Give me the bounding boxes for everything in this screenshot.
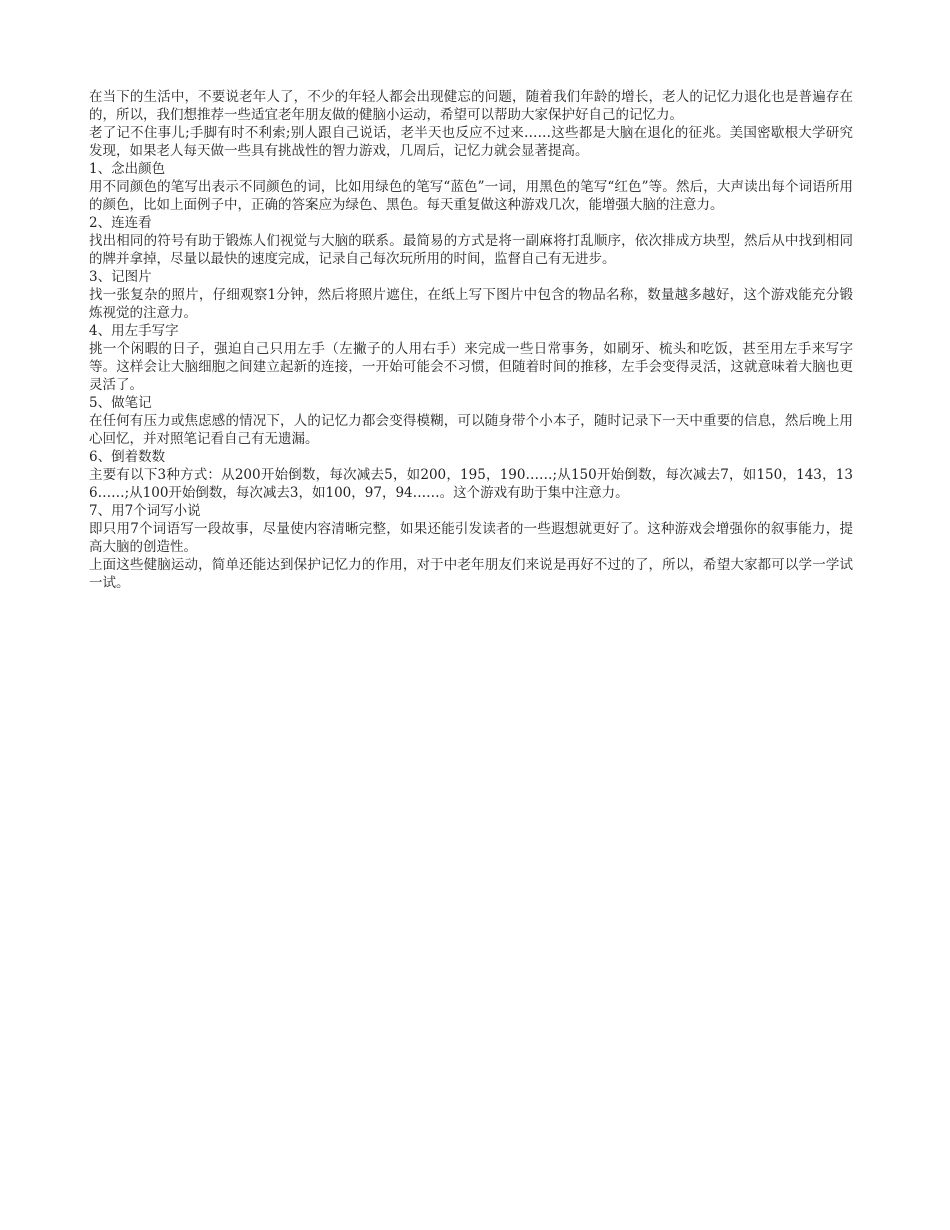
section-heading-4: 4、用左手写字 bbox=[89, 323, 179, 339]
section-body-4: 挑一个闲暇的日子，强迫自己只用左手（左撇子的人用右手）来完成一些日常事务，如刷牙、梳头和吃饭，甚至用左手来写字等。这样会让大脑细胞之间建立起新的连接，一开始可能会不习惯，但随着时间的推移，左手会变得灵活，这就意味着大脑也更灵活了。 bbox=[89, 341, 853, 393]
section-body-3: 找一张复杂的照片，仔细观察1分钟，然后将照片遮住，在纸上写下图片中包含的物品名称，数量越多越好，这个游戏能充分锻炼视觉的注意力。 bbox=[89, 287, 853, 321]
section-heading-5: 5、做笔记 bbox=[89, 395, 152, 411]
section-heading-7: 7、用7个词写小说 bbox=[89, 503, 201, 519]
conclusion-paragraph: 上面这些健脑运动，简单还能达到保护记忆力的作用，对于中老年朋友们来说是再好不过的了，所以，希望大家都可以学一学试一试。 bbox=[89, 557, 853, 591]
section-body-2: 找出相同的符号有助于锻炼人们视觉与大脑的联系。最简易的方式是将一副麻将打乱顺序，依次排成方块型，然后从中找到相同的牌并拿掉，尽量以最快的速度完成，记录自己每次玩所用的时间，监督自己有无进步。 bbox=[89, 233, 853, 267]
intro-paragraph-2: 老了记不住事儿;手脚有时不利索;别人跟自己说话，老半天也反应不过来……这些都是大脑在退化的征兆。美国密歇根大学研究发现，如果老人每天做一些具有挑战性的智力游戏，几周后，记忆力就会显著提高。 bbox=[89, 125, 853, 159]
section-heading-6: 6、倒着数数 bbox=[89, 449, 166, 465]
section-heading-2: 2、连连看 bbox=[89, 215, 152, 231]
intro-paragraph-1: 在当下的生活中，不要说老年人了，不少的年轻人都会出现健忘的问题，随着我们年龄的增长，老人的记忆力退化也是普遍存在的，所以，我们想推荐一些适宜老年朋友做的健脑小运动，希望可以帮助大家保护好自己的记忆力。 bbox=[89, 89, 853, 123]
section-body-7: 即只用7个词语写一段故事，尽量使内容清晰完整，如果还能引发读者的一些遐想就更好了。这种游戏会增强你的叙事能力，提高大脑的创造性。 bbox=[89, 521, 853, 555]
section-body-6: 主要有以下3种方式：从200开始倒数，每次减去5，如200，195，190……;从150开始倒数，每次减去7，如150，143，136……;从100开始倒数，每次减去3，如100，97，94……。这个游戏有助于集中注意力。 bbox=[89, 467, 853, 501]
section-body-5: 在任何有压力或焦虑感的情况下，人的记忆力都会变得模糊，可以随身带个小本子，随时记录下一天中重要的信息，然后晚上用心回忆，并对照笔记看自己有无遗漏。 bbox=[89, 413, 853, 447]
section-heading-3: 3、记图片 bbox=[89, 269, 152, 285]
document-body bbox=[89, 88, 853, 592]
section-body-1: 用不同颜色的笔写出表示不同颜色的词，比如用绿色的笔写“蓝色”一词，用黑色的笔写“红色”等。然后，大声读出每个词语所用的颜色，比如上面例子中，正确的答案应为绿色、黑色。每天重复做这种游戏几次，能增强大脑的注意力。 bbox=[89, 179, 853, 213]
section-heading-1: 1、念出颜色 bbox=[89, 161, 166, 177]
